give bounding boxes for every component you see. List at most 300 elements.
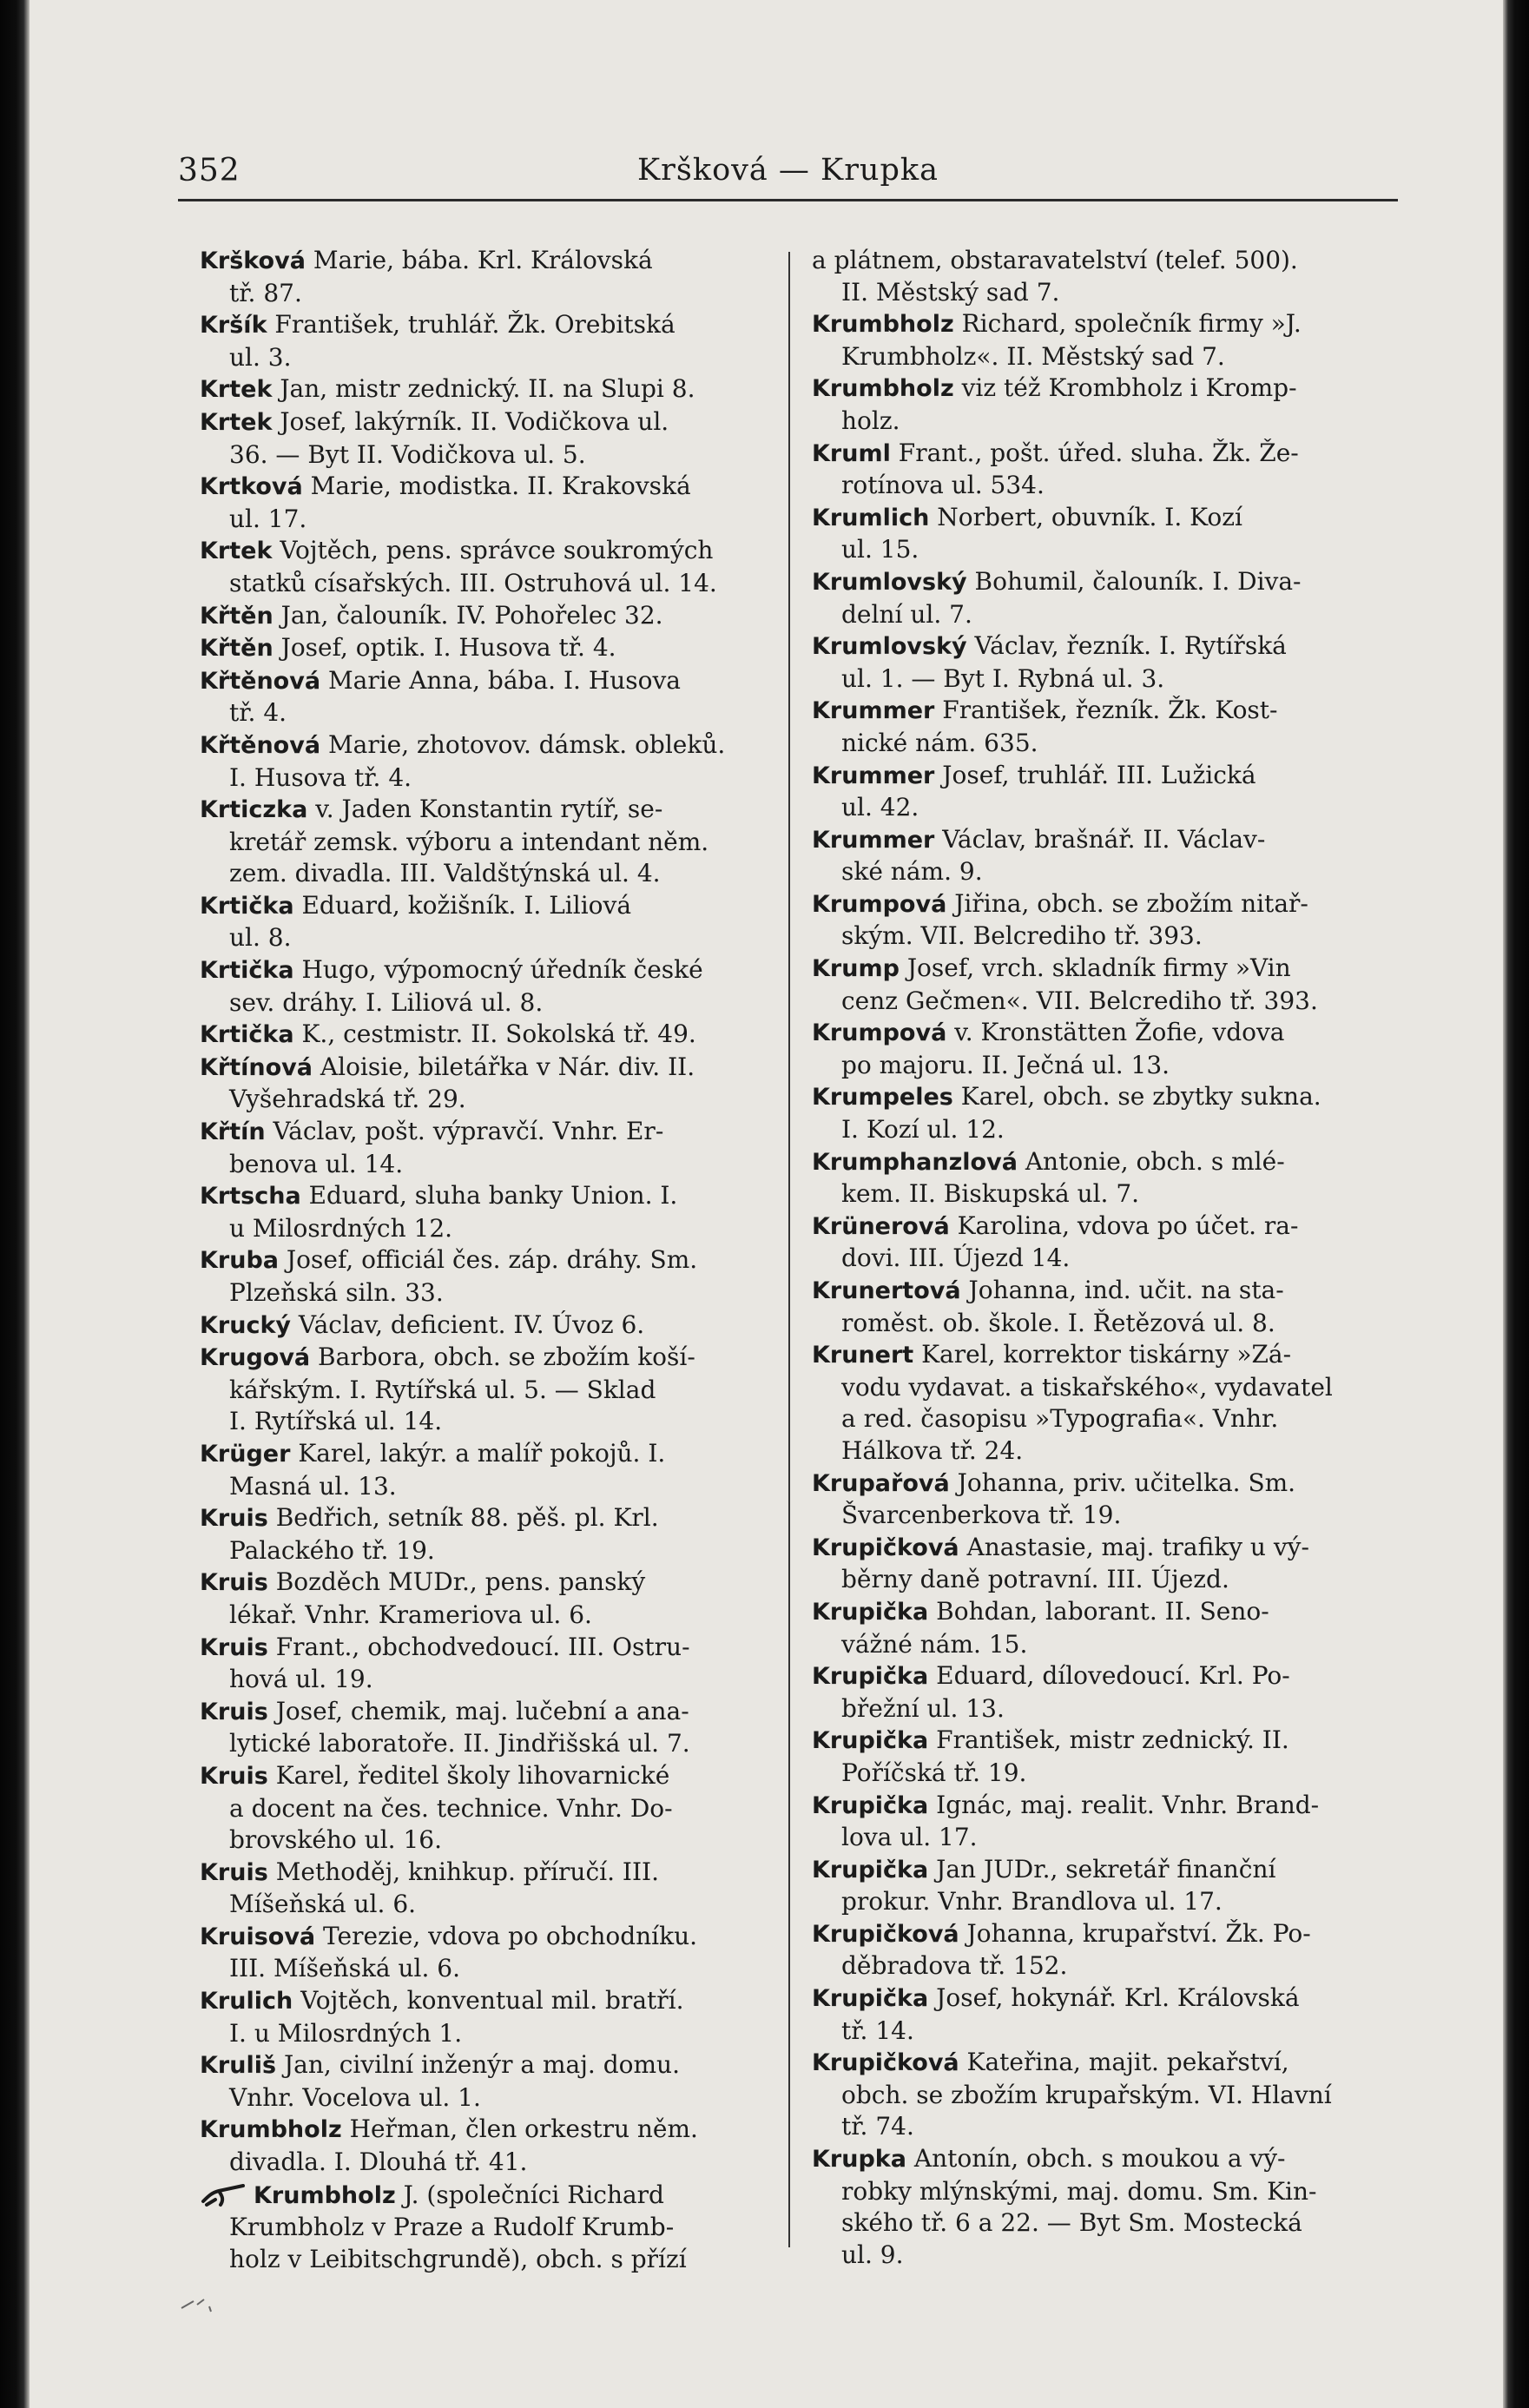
directory-entry [200,1052,773,1116]
entry-line [812,1050,1385,1082]
entry-line [200,2082,773,2114]
entry-line [200,1406,773,1438]
entry-text: kářským. I. Rytířská ul. 5. — Sklad [229,1375,656,1404]
entry-text: Jan, čalouník. IV. Pohořelec 32. [273,600,663,630]
directory-entry [200,794,773,890]
directory-entry [200,373,773,406]
page-header [178,153,1398,196]
entry-text: Krumbholz«. II. Městský sad 7. [841,341,1225,371]
entry-surname: Kruis [200,1698,268,1725]
entry-line [200,406,773,439]
entry-text: zem. divadla. III. Valdštýnská ul. 4. [229,859,661,888]
entry-text: Eduard, dílovedoucí. Krl. Po- [928,1661,1290,1691]
entry-text: Bedřich, setník 88. pěš. pl. Krl. [267,1503,659,1533]
entry-text: I. Rytířská ul. 14. [229,1407,443,1436]
entry-surname: Kruis [200,1505,268,1533]
entry-line [200,2212,773,2244]
directory-entry [200,406,773,471]
entry-line [200,600,773,633]
directory-entry [200,1857,773,1921]
entry-line [200,439,773,472]
entry-text: a red. časopisu »Typografia«. Vnhr. [841,1404,1279,1434]
entry-line [812,2111,1385,2143]
entry-text: Josef, optik. I. Husova tř. 4. [273,633,616,663]
directory-entry [200,600,773,633]
directory-entry [200,1180,773,1244]
entry-surname: Křtín [200,1118,266,1146]
entry-text: Methoděj, knihkup. příručí. III. [267,1857,659,1886]
entry-line [200,245,773,278]
entry-line [812,599,1385,631]
entry-surname: Krummer [812,826,935,854]
entry-text: ského tř. 6 a 22. — Byt Sm. Mostecká [841,2208,1302,2238]
entry-line [812,1596,1385,1629]
directory-entry [200,1567,773,1631]
page-number: 352 [178,153,241,188]
entry-text: Marie, bába. Krl. Královská [305,246,653,274]
entry-line [812,1468,1385,1501]
entry-surname: Krupička [812,1985,929,2013]
entry-line [200,1342,773,1375]
scan-edge-left [0,0,30,2408]
entry-text: Hugo, výpomocný úředník české [293,955,703,985]
scan-edge-right [1503,0,1529,2408]
entry-surname: Kršík [200,312,267,340]
entry-text: děbradova tř. 152. [841,1951,1068,1981]
entry-text: Josef, lakýrník. II. Vodičkova ul. [272,406,669,436]
entry-text: obch. se zbožím krupařským. VI. Hlavní [841,2080,1332,2109]
entry-line [812,1146,1385,1179]
entry-line [812,1275,1385,1308]
entry-line [200,1664,773,1696]
entry-text: tř. 74. [841,2112,914,2141]
entry-line [812,308,1385,341]
entry-line [812,1114,1385,1146]
entry-surname: Krumbholz [254,2181,396,2209]
entry-surname: Krtscha [200,1183,301,1211]
entry-text: I. Kozí ul. 12. [841,1115,1005,1145]
entry-surname: Krumbholz [812,311,954,339]
directory-entry [812,760,1385,824]
entry-line [812,1372,1385,1404]
entry-text: brovského ul. 16. [229,1825,442,1855]
entry-text: II. Městský sad 7. [841,277,1060,307]
entry-line [812,2176,1385,2208]
entry-line [812,341,1385,373]
entry-text: ul. 15. [841,535,919,564]
entry-line [812,502,1385,535]
directory-entry [812,1017,1385,1081]
directory-entry [812,1081,1385,1145]
entry-line [812,534,1385,566]
entry-surname: Kruba [200,1247,280,1275]
directory-entry [200,471,773,535]
entry-line [812,824,1385,857]
entry-text: Švarcenberkova tř. 19. [841,1501,1122,1530]
entry-surname: Krumlich [812,504,930,531]
entry-text: ul. 8. [229,923,292,953]
entry-text: Václav, deficient. IV. Úvoz 6. [291,1310,645,1339]
directory-entry [812,1982,1385,2047]
entry-text: Frant., pošt. úřed. sluha. Žk. Že- [890,438,1299,467]
entry-line [812,1564,1385,1596]
entry-text: Frant., obchodvedoucí. III. Ostru- [267,1632,690,1661]
entry-text: Josef, chemik, maj. lučební a ana- [267,1696,689,1725]
entry-text: Vojtěch, pens. správce soukromých [272,536,714,565]
entry-surname: Kruis [200,1633,268,1661]
directory-entry [200,2114,773,2178]
entry-text: Vnhr. Vocelova ul. 1. [229,2082,481,2112]
entry-line [812,1339,1385,1372]
entry-surname: Kruml [812,439,891,467]
entry-line [812,1403,1385,1435]
left-column [200,245,773,2275]
directory-entry [200,535,773,599]
entry-line [200,1438,773,1471]
directory-entry [200,1438,773,1502]
entry-text: Josef, officiál čes. záp. dráhy. Sm. [279,1245,698,1275]
entry-surname: Krumphanzlová [812,1148,1018,1176]
entry-surname: Kruis [200,1858,268,1886]
entry-text: Johanna, priv. učitelka. Sm. [949,1468,1296,1497]
entry-line [200,1921,773,1954]
entry-line [812,2047,1385,2080]
entry-surname: Krummer [812,697,935,725]
entry-text: Karel, lakýr. a malíř pokojů. I. [290,1438,666,1468]
entry-text: v. Jaden Konstantin rytíř, se- [307,795,663,824]
entry-line [200,665,773,698]
entry-text: K., cestmistr. II. Sokolská tř. 49. [293,1019,696,1049]
directory-entry [812,1790,1385,1854]
entry-text: břežní ul. 13. [841,1693,1005,1723]
entry-line [812,1081,1385,1114]
entry-line [812,2240,1385,2272]
entry-line [812,1790,1385,1823]
entry-line [200,1953,773,1985]
directory-entry [200,890,773,954]
directory-entry [200,729,773,794]
entry-text: Ignác, maj. realit. Vnhr. Brand- [928,1790,1320,1819]
directory-entry [812,1918,1385,1982]
entry-surname: Krunert [812,1342,914,1369]
entry-text: a plátnem, obstaravatelství (telef. 500). [812,246,1298,274]
entry-text: I. u Milosrdných 1. [229,2018,463,2048]
entry-line [200,1471,773,1503]
entry-line [200,1310,773,1343]
entry-text: roměst. ob. škole. I. Řetězová ul. 8. [841,1308,1275,1337]
directory-entry [812,1468,1385,1532]
entry-surname: Kruliš [200,2052,277,2080]
entry-line [812,1243,1385,1275]
entry-line [812,1435,1385,1468]
entry-text: Jan, mistr zednický. II. na Slupi 8. [272,374,695,404]
directory-entry [812,1725,1385,1789]
pointing-hand-icon [200,2179,248,2208]
entry-line [200,632,773,665]
entry-line [812,728,1385,760]
entry-text: Vyšehradská tř. 29. [229,1085,466,1114]
entry-surname: Krumpová [812,890,947,918]
entry-line [812,1532,1385,1565]
directory-entry [812,373,1385,437]
entry-text: Jiřina, obch. se zbožím nitař- [946,888,1308,918]
entry-text: Kateřina, majit. pekařství, [959,2048,1289,2077]
directory-entry [200,1632,773,1696]
entry-line [200,954,773,987]
entry-text: Vojtěch, konventual mil. bratří. [293,1986,684,2015]
header-rule [178,199,1398,201]
entry-surname: Krupička [812,1856,929,1884]
entry-line [200,1857,773,1890]
entry-line [812,277,1385,309]
directory-entry [200,1019,773,1052]
entry-text: Johanna, krupařství. Žk. Po- [959,1918,1311,1948]
directory-entry [200,1921,773,1985]
directory-entry [200,632,773,665]
right-column [812,245,1385,2271]
directory-entry [812,566,1385,630]
column-divider [788,252,790,2247]
directory-entry [200,1502,773,1567]
entry-text: Krumbholz v Praze a Rudolf Krumb- [229,2213,675,2242]
directory-entry [200,1116,773,1180]
entry-surname: Kršková [200,247,306,274]
entry-text: běrny daně potravní. III. Újezd. [841,1565,1229,1594]
entry-line [812,856,1385,888]
directory-entry [812,1211,1385,1275]
entry-text: Míšeňská ul. 6. [229,1890,417,1919]
entry-text: Plzeňská siln. 33. [229,1278,444,1307]
entry-text: holz v Leibitschgrundě), obch. s přízí [229,2244,687,2273]
entry-line [200,794,773,827]
entry-line [200,309,773,342]
entry-line [200,1019,773,1052]
entry-surname: Křtínová [200,1053,313,1081]
entry-line [812,406,1385,438]
entry-line [200,858,773,890]
entry-text: lytické laboratoře. II. Jindřišská ul. 7. [229,1729,690,1758]
entry-line [200,1244,773,1277]
entry-line [200,504,773,536]
entry-line [812,1725,1385,1758]
entry-text: Josef, hokynář. Krl. Královská [928,1983,1300,2013]
entry-line [200,278,773,310]
entry-line [200,1116,773,1149]
entry-text: rotínova ul. 534. [841,471,1045,500]
entry-surname: Krupařová [812,1469,950,1497]
entry-text: ské nám. 9. [841,857,983,887]
entry-text: Karel, ředitel školy lihovarnické [267,1760,670,1790]
entry-text: delní ul. 7. [841,599,972,629]
entry-text: Karel, korrektor tiskárny »Zá- [913,1340,1292,1369]
entry-line [200,2179,773,2213]
entry-line [200,1793,773,1825]
entry-text: lékař. Vnhr. Krameriova ul. 6. [229,1600,592,1629]
directory-entry [812,888,1385,953]
entry-surname: Krtek [200,376,273,404]
entry-text: ul. 3. [229,342,292,372]
entry-text: Karel, obch. se zbytky sukna. [952,1082,1321,1112]
directory-entry [812,1596,1385,1660]
entry-line [200,2049,773,2082]
running-title: Kršková — Krupka [637,153,939,188]
directory-entry [812,1146,1385,1211]
entry-text: Terezie, vdova po obchodníku. [315,1921,698,1950]
entry-text: Masná ul. 13. [229,1471,397,1501]
directory-entry [812,1532,1385,1596]
entry-text: kretář zemsk. výboru a intendant něm. [229,827,709,856]
directory-entry [812,630,1385,695]
entry-line [812,986,1385,1018]
entry-line [812,953,1385,986]
entry-surname: Krummer [812,762,935,789]
entry-surname: Krticzka [200,796,308,824]
entry-line [200,1985,773,2018]
entry-surname: Krtička [200,1021,294,1049]
entry-text: ul. 9. [841,2240,904,2269]
entry-line [812,1017,1385,1050]
entry-text: kem. II. Biskupská ul. 7. [841,1179,1140,1209]
entry-text: Václav, pošt. výpravčí. Vnhr. Er- [265,1117,664,1146]
entry-text: Palackého tř. 19. [229,1535,435,1565]
directory-entry [200,245,773,309]
entry-text: Poříčská tř. 19. [841,1758,1027,1787]
entry-line [812,1950,1385,1982]
directory-entry [200,1985,773,2049]
directory-entry [200,2179,773,2276]
entry-line [200,1502,773,1535]
entry-text: hová ul. 19. [229,1665,373,1694]
entry-text: cenz Gečmen«. VII. Belcrediho tř. 393. [841,986,1318,1015]
entry-text: dovi. III. Újezd 14. [841,1244,1071,1273]
entry-surname: Krüger [200,1440,291,1468]
directory-entry [200,1310,773,1343]
entry-surname: Krtková [200,473,303,501]
entry-surname: Krumlovský [812,633,967,661]
entry-text: nické nám. 635. [841,728,1038,757]
entry-line [812,470,1385,502]
directory-entry [812,2143,1385,2271]
entry-text: Eduard, kožišník. I. Liliová [293,890,632,920]
entry-surname: Krucký [200,1311,292,1339]
entry-text: Jan, civilní inženýr a maj. domu. [276,2050,680,2080]
entry-line [200,1696,773,1729]
entry-line [200,1600,773,1632]
entry-line [812,695,1385,728]
entry-surname: Krupka [812,2146,906,2174]
entry-text: ul. 17. [229,504,307,533]
entry-text: Anastasie, maj. trafiky u vý- [959,1532,1309,1561]
entry-surname: Křtěnová [200,667,321,695]
entry-line [812,1660,1385,1693]
directory-entry [812,308,1385,373]
entry-text: vodu vydavat. a tiskařského«, vydavatel [841,1372,1333,1402]
entry-line [200,762,773,795]
entry-text: Hálkova tř. 24. [841,1435,1024,1465]
entry-text: tř. 87. [229,278,302,307]
entry-line [200,535,773,568]
entry-surname: Kruis [200,1569,268,1597]
entry-line [812,1758,1385,1790]
entry-line [812,1854,1385,1887]
entry-line [812,1500,1385,1532]
entry-text: holz. [841,406,900,435]
entry-line [200,987,773,1019]
entry-text: vážné nám. 15. [841,1629,1028,1659]
entry-text: Karolina, vdova po účet. ra- [949,1211,1299,1240]
directory-entry [200,1342,773,1438]
entry-text: Eduard, sluha banky Union. I. [300,1181,678,1211]
entry-text: divadla. I. Dlouhá tř. 41. [229,2147,528,2177]
entry-line [812,1982,1385,2015]
directory-entry [812,2047,1385,2143]
entry-line [812,1693,1385,1725]
entry-line [812,373,1385,406]
entry-line [200,1728,773,1760]
entry-text: J. (společníci Richard [395,2180,664,2209]
entry-text: Antonín, obch. s moukou a vý- [906,2144,1286,2174]
entry-line [812,1178,1385,1211]
entry-text: III. Míšeňská ul. 6. [229,1954,461,1983]
entry-text: statků císařských. III. Ostruhová ul. 14. [229,568,717,597]
entry-text: sev. dráhy. I. Liliová ul. 8. [229,987,544,1017]
entry-text: Aloisie, biletářka v Nár. div. II. [313,1052,695,1081]
entry-text: Marie Anna, bába. I. Husova [320,665,682,695]
directory-entry [200,2049,773,2114]
entry-surname: Krtička [200,957,294,985]
directory-entry [812,1339,1385,1467]
entry-text: 36. — Byt II. Vodičkova ul. 5. [229,439,586,469]
entry-line [812,2143,1385,2176]
entry-line [200,1632,773,1665]
entry-text: ul. 42. [841,793,919,822]
directory-entry [812,1854,1385,1918]
directory-entry [200,1760,773,1857]
entry-text: Bohumil, čalouník. I. Diva- [966,566,1302,596]
directory-entry [200,665,773,729]
entry-surname: Krumpová [812,1019,947,1047]
entry-text: Norbert, obuvník. I. Kozí [929,502,1242,531]
entry-line [200,1277,773,1310]
entry-surname: Krugová [200,1344,311,1372]
entry-surname: Krtek [200,538,273,565]
entry-surname: Krtička [200,892,294,920]
entry-line [812,2207,1385,2240]
entry-text: lova ul. 17. [841,1823,978,1852]
entry-surname: Krunertová [812,1277,961,1304]
entry-text: Václav, řezník. I. Rytířská [966,631,1287,661]
entry-line [200,922,773,954]
entry-line [200,697,773,729]
entry-line [200,1567,773,1600]
entry-text: prokur. Vnhr. Brandlova ul. 17. [841,1887,1223,1917]
entry-surname: Krupičková [812,1534,959,1561]
entry-text: František, truhlář. Žk. Orebitská [267,310,676,340]
entry-text: Josef, truhlář. III. Lužická [934,760,1256,789]
entry-surname: Krumpeles [812,1084,953,1112]
entry-surname: Krupička [812,1727,929,1755]
directory-entry [200,309,773,373]
entry-text: Bohdan, laborant. II. Seno- [928,1596,1269,1626]
entry-text: Antonie, obch. s mlé- [1017,1146,1285,1176]
entry-text: Barbora, obch. se zbožím koší- [310,1343,695,1372]
directory-entry [812,824,1385,888]
entry-line [812,760,1385,793]
entry-text: Marie, zhotovov. dámsk. obleků. [320,729,726,759]
entry-text: a docent na čes. technice. Vnhr. Do- [229,1793,673,1823]
entry-line [200,568,773,600]
entry-line [812,920,1385,953]
